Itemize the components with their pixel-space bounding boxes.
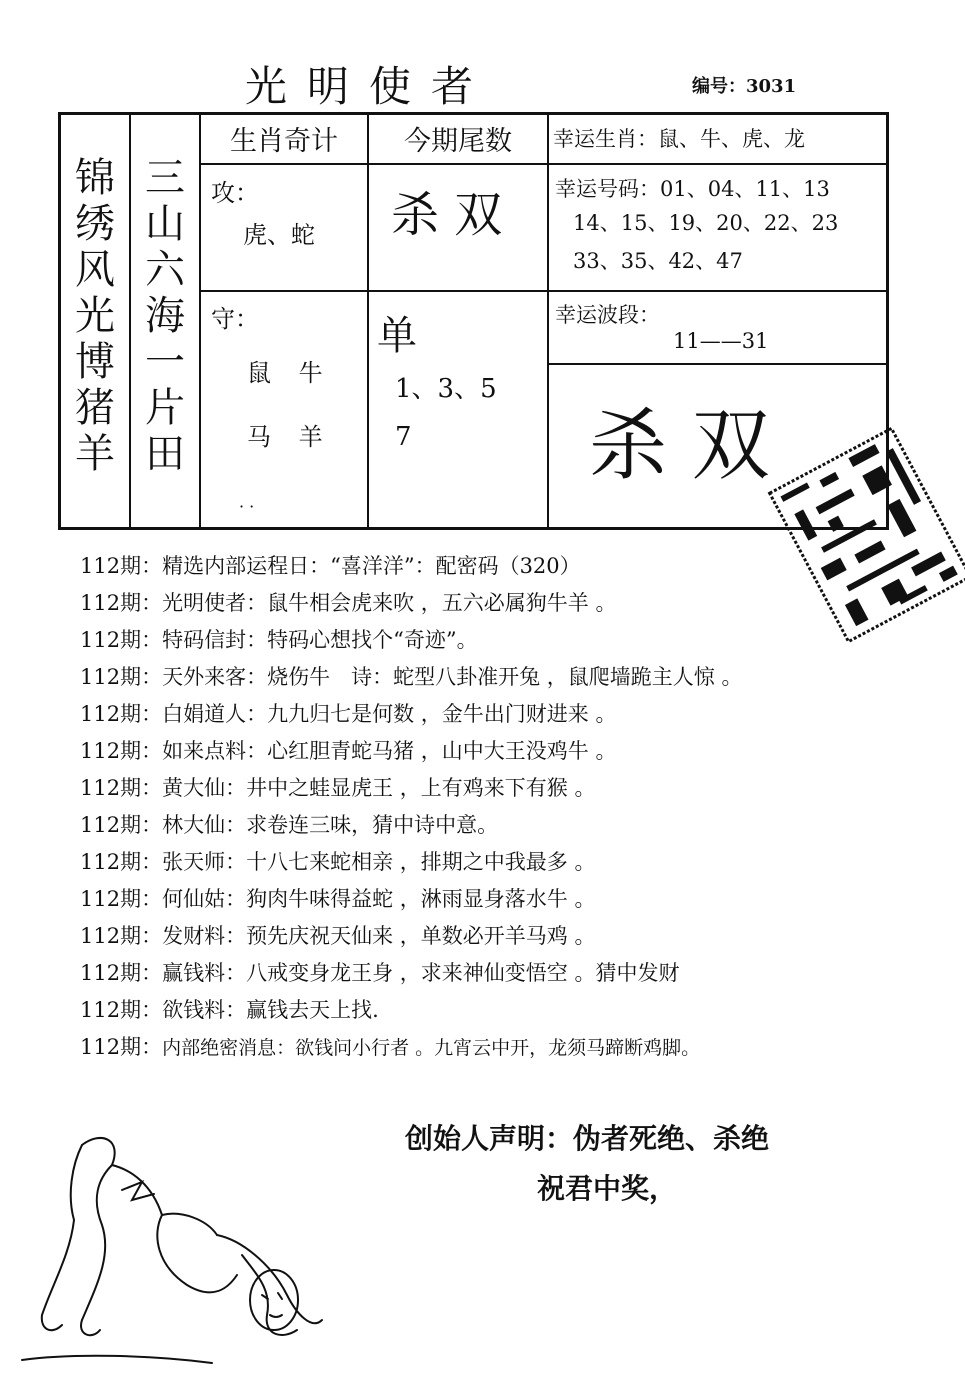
declaration-line-1: 创始人声明：伪者死绝、杀绝 xyxy=(404,1122,769,1155)
issue-label: 112期： xyxy=(80,813,163,837)
defend-row2: 马 羊 xyxy=(247,423,333,451)
lucky-zodiac: 幸运生肖：鼠、牛、虎、龙 xyxy=(553,127,805,151)
attack-label: 攻： xyxy=(211,179,259,207)
cartoon-illustration xyxy=(12,1125,342,1375)
prediction-text: 光明使者：鼠牛相会虎来吹 ，五六必属狗牛羊 。 xyxy=(162,591,617,615)
prediction-line xyxy=(80,844,960,881)
issue-label: 112期： xyxy=(80,628,163,652)
issue-label: 112期： xyxy=(80,924,163,948)
issue-label: 112期： xyxy=(80,998,163,1022)
prediction-text: 欲钱料：赢钱去天上找. xyxy=(162,998,379,1022)
founder-declaration xyxy=(362,1114,812,1214)
lucky-wave-value: 11——31 xyxy=(673,329,769,353)
prediction-line xyxy=(80,696,960,733)
prediction-line xyxy=(80,659,960,696)
serial-number: 编号：3031 xyxy=(692,76,797,97)
prediction-line xyxy=(80,622,960,659)
issue-label: 112期： xyxy=(80,739,163,763)
prediction-text: 特码信封：特码心想找个“奇迹”。 xyxy=(162,628,478,652)
prediction-text: 张天师：十八七来蛇相亲 ，排期之中我最多 。 xyxy=(162,850,596,874)
prediction-text: 如来点料：心红胆青蛇马猪 ，山中大王没鸡牛 。 xyxy=(162,739,617,763)
declaration-line-2: 祝君中奖， xyxy=(536,1172,677,1205)
issue-label: 112期： xyxy=(80,591,163,615)
attack-value: 虎、蛇 xyxy=(243,221,315,249)
prediction-text: 何仙姑：狗肉牛味得益蛇 ，淋雨显身落水牛 。 xyxy=(162,887,596,911)
issue-label: 112期： xyxy=(80,702,163,726)
header-tail: 今期尾数 xyxy=(404,126,512,157)
issue-label: 112期： xyxy=(80,850,163,874)
defend-label: 守： xyxy=(211,305,259,333)
issue-label: 112期： xyxy=(80,665,163,689)
single-label: 单 xyxy=(377,313,417,359)
prediction-line xyxy=(80,770,960,807)
prediction-line xyxy=(80,733,960,770)
prediction-line xyxy=(80,918,960,955)
lucky-wave-label: 幸运波段： xyxy=(555,303,660,327)
vertical-slogan-2: 三山六海一片田 xyxy=(145,155,185,477)
big-kill-double: 杀 双 xyxy=(589,401,770,491)
prediction-text: 赢钱料：八戒变身龙王身 ，求来神仙变悟空 。猜中发财 xyxy=(162,961,680,985)
single-row2: 7 xyxy=(395,422,412,452)
issue-label: 112期： xyxy=(80,961,163,985)
issue-label: 112期： xyxy=(80,776,163,800)
prediction-text: 黄大仙：井中之蛙显虎王 ，上有鸡来下有猴 。 xyxy=(162,776,596,800)
kill-double: 杀 双 xyxy=(391,187,503,243)
prediction-line xyxy=(80,881,960,918)
prediction-line xyxy=(80,807,960,844)
page-title: 光明使者 xyxy=(245,62,494,111)
prediction-text: 天外来客：烧伤牛 诗：蛇型八卦准开兔 ，鼠爬墙跪主人惊 。 xyxy=(162,665,743,689)
prediction-lines xyxy=(80,548,960,1066)
lucky-numbers-label: 幸运号码：01、04、11、13 xyxy=(555,177,830,201)
prediction-text: 林大仙：求卷连三味，猜中诗中意。 xyxy=(162,813,499,837)
issue-label: 112期： xyxy=(80,1035,163,1059)
prediction-line xyxy=(80,992,960,1029)
lucky-numbers-row2: 14、15、19、20、22、23 xyxy=(573,211,839,235)
issue-label: 112期： xyxy=(80,554,163,578)
prediction-line xyxy=(80,955,960,992)
lucky-numbers-row3: 33、35、42、47 xyxy=(573,249,743,273)
vertical-slogan-1: 锦绣风光博猪羊 xyxy=(75,155,115,477)
prediction-line xyxy=(80,548,960,585)
prediction-text: 发财料：预先庆祝天仙来 ，单数必开羊马鸡 。 xyxy=(162,924,596,948)
prediction-line xyxy=(80,1029,960,1066)
prediction-text: 精选内部运程日：“喜洋洋”：配密码（320） xyxy=(162,554,581,578)
prediction-text: 内部绝密消息：欲钱问小行者 。九宵云中开，龙须马蹄断鸡脚。 xyxy=(162,1037,701,1059)
issue-label: 112期： xyxy=(80,887,163,911)
prediction-line xyxy=(80,585,960,622)
single-row1: 1、3、5 xyxy=(395,374,497,404)
defend-dots: · · xyxy=(239,497,255,516)
defend-row1: 鼠 牛 xyxy=(247,359,333,387)
header-zodiac: 生肖奇计 xyxy=(230,126,338,157)
info-table xyxy=(58,112,889,530)
prediction-text: 白娟道人：九九归七是何数 ，金牛出门财进来 。 xyxy=(162,702,617,726)
